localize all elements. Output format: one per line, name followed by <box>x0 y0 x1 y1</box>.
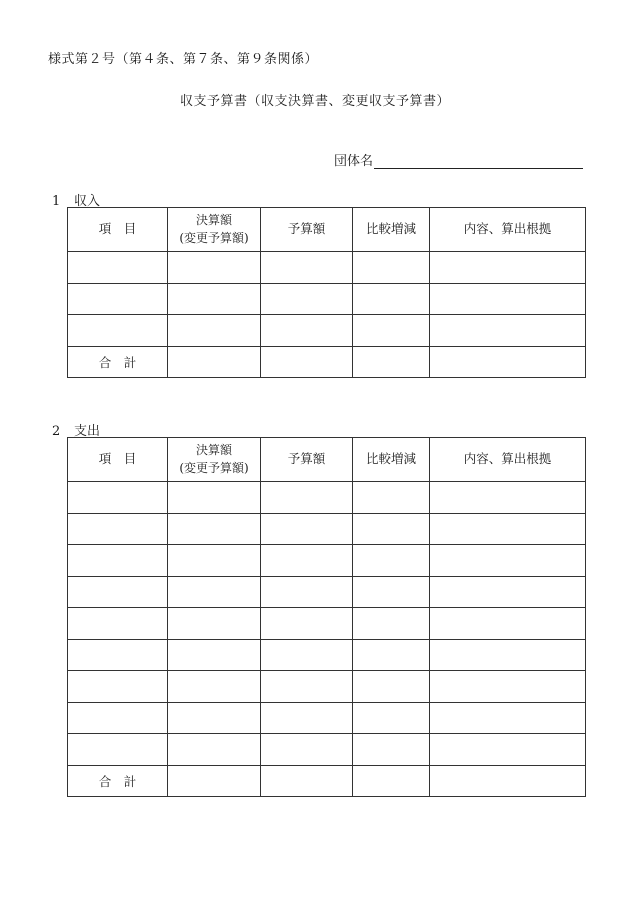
organization-name-line[interactable] <box>374 154 583 169</box>
income-total-label: 合 計 <box>68 346 168 378</box>
cell-budget[interactable] <box>261 482 353 514</box>
cell-item[interactable] <box>68 608 168 640</box>
cell-settlement[interactable] <box>168 283 261 315</box>
cell-settlement[interactable] <box>168 513 261 545</box>
cell-budget[interactable] <box>261 576 353 608</box>
cell-item[interactable] <box>68 639 168 671</box>
income-row <box>68 315 586 347</box>
document-title: 収支予算書（収支決算書、変更収支予算書） <box>179 94 450 109</box>
cell-budget[interactable] <box>261 346 353 378</box>
cell-difference[interactable] <box>353 482 430 514</box>
cell-details[interactable] <box>430 765 586 797</box>
cell-details[interactable] <box>430 283 586 315</box>
cell-settlement[interactable] <box>168 576 261 608</box>
cell-settlement[interactable] <box>168 346 261 378</box>
income-total-row <box>68 346 586 378</box>
income-header-row <box>68 208 586 252</box>
expenditure-table <box>67 437 586 797</box>
cell-details[interactable] <box>430 346 586 378</box>
cell-budget[interactable] <box>261 283 353 315</box>
cell-item[interactable] <box>68 545 168 577</box>
cell-budget[interactable] <box>261 671 353 703</box>
expenditure-header-row <box>68 438 586 482</box>
expenditure-row <box>68 671 586 703</box>
cell-settlement[interactable] <box>168 765 261 797</box>
cell-details[interactable] <box>430 608 586 640</box>
income-section-number: 1 <box>52 194 61 209</box>
cell-item[interactable] <box>68 482 168 514</box>
cell-details[interactable] <box>430 482 586 514</box>
header-settlement: 決算額 (変更予算額) <box>168 208 261 252</box>
expenditure-row <box>68 482 586 514</box>
cell-settlement[interactable] <box>168 545 261 577</box>
cell-item[interactable] <box>68 734 168 766</box>
cell-budget[interactable] <box>261 545 353 577</box>
expenditure-row <box>68 576 586 608</box>
income-table <box>67 207 586 378</box>
cell-item[interactable] <box>68 702 168 734</box>
cell-difference[interactable] <box>353 315 430 347</box>
cell-settlement[interactable] <box>168 315 261 347</box>
income-row <box>68 283 586 315</box>
cell-difference[interactable] <box>353 702 430 734</box>
cell-settlement[interactable] <box>168 734 261 766</box>
header-difference: 比較増減 <box>353 438 430 482</box>
cell-difference[interactable] <box>353 765 430 797</box>
cell-difference[interactable] <box>353 576 430 608</box>
cell-difference[interactable] <box>353 639 430 671</box>
expenditure-row <box>68 545 586 577</box>
header-item: 項 目 <box>68 438 168 482</box>
expenditure-row <box>68 639 586 671</box>
header-settlement: 決算額 (変更予算額) <box>168 438 261 482</box>
organization-field <box>334 150 583 169</box>
header-item: 項 目 <box>68 208 168 252</box>
cell-difference[interactable] <box>353 283 430 315</box>
cell-budget[interactable] <box>261 765 353 797</box>
header-details: 内容、算出根拠 <box>430 438 586 482</box>
cell-settlement[interactable] <box>168 608 261 640</box>
expenditure-total-label: 合 計 <box>68 765 168 797</box>
header-details: 内容、算出根拠 <box>430 208 586 252</box>
cell-item[interactable] <box>68 576 168 608</box>
cell-budget[interactable] <box>261 734 353 766</box>
cell-details[interactable] <box>430 315 586 347</box>
cell-item[interactable] <box>68 252 168 284</box>
form-number: 様式第２号（第４条、第７条、第９条関係） <box>48 52 319 67</box>
cell-budget[interactable] <box>261 315 353 347</box>
cell-budget[interactable] <box>261 639 353 671</box>
expenditure-row <box>68 513 586 545</box>
cell-difference[interactable] <box>353 545 430 577</box>
cell-difference[interactable] <box>353 346 430 378</box>
header-difference: 比較増減 <box>353 208 430 252</box>
header-budget: 予算額 <box>261 208 353 252</box>
cell-budget[interactable] <box>261 513 353 545</box>
header-budget: 予算額 <box>261 438 353 482</box>
cell-details[interactable] <box>430 734 586 766</box>
expenditure-total-row <box>68 765 586 797</box>
cell-details[interactable] <box>430 639 586 671</box>
cell-item[interactable] <box>68 513 168 545</box>
cell-settlement[interactable] <box>168 482 261 514</box>
cell-settlement[interactable] <box>168 702 261 734</box>
cell-item[interactable] <box>68 283 168 315</box>
cell-details[interactable] <box>430 702 586 734</box>
cell-details[interactable] <box>430 545 586 577</box>
income-row <box>68 252 586 284</box>
cell-details[interactable] <box>430 513 586 545</box>
cell-difference[interactable] <box>353 513 430 545</box>
expenditure-section-number: 2 <box>52 424 61 439</box>
income-section-title: 収入 <box>74 194 101 209</box>
cell-item[interactable] <box>68 315 168 347</box>
cell-settlement[interactable] <box>168 671 261 703</box>
expenditure-section-title: 支出 <box>74 424 101 439</box>
cell-budget[interactable] <box>261 702 353 734</box>
cell-settlement[interactable] <box>168 639 261 671</box>
cell-budget[interactable] <box>261 252 353 284</box>
cell-difference[interactable] <box>353 734 430 766</box>
cell-item[interactable] <box>68 671 168 703</box>
expenditure-row <box>68 608 586 640</box>
cell-difference[interactable] <box>353 608 430 640</box>
cell-details[interactable] <box>430 576 586 608</box>
cell-difference[interactable] <box>353 671 430 703</box>
cell-difference[interactable] <box>353 252 430 284</box>
cell-details[interactable] <box>430 671 586 703</box>
organization-label: 団体名 <box>334 154 374 169</box>
cell-budget[interactable] <box>261 608 353 640</box>
cell-details[interactable] <box>430 252 586 284</box>
cell-settlement[interactable] <box>168 252 261 284</box>
expenditure-row <box>68 702 586 734</box>
expenditure-row <box>68 734 586 766</box>
